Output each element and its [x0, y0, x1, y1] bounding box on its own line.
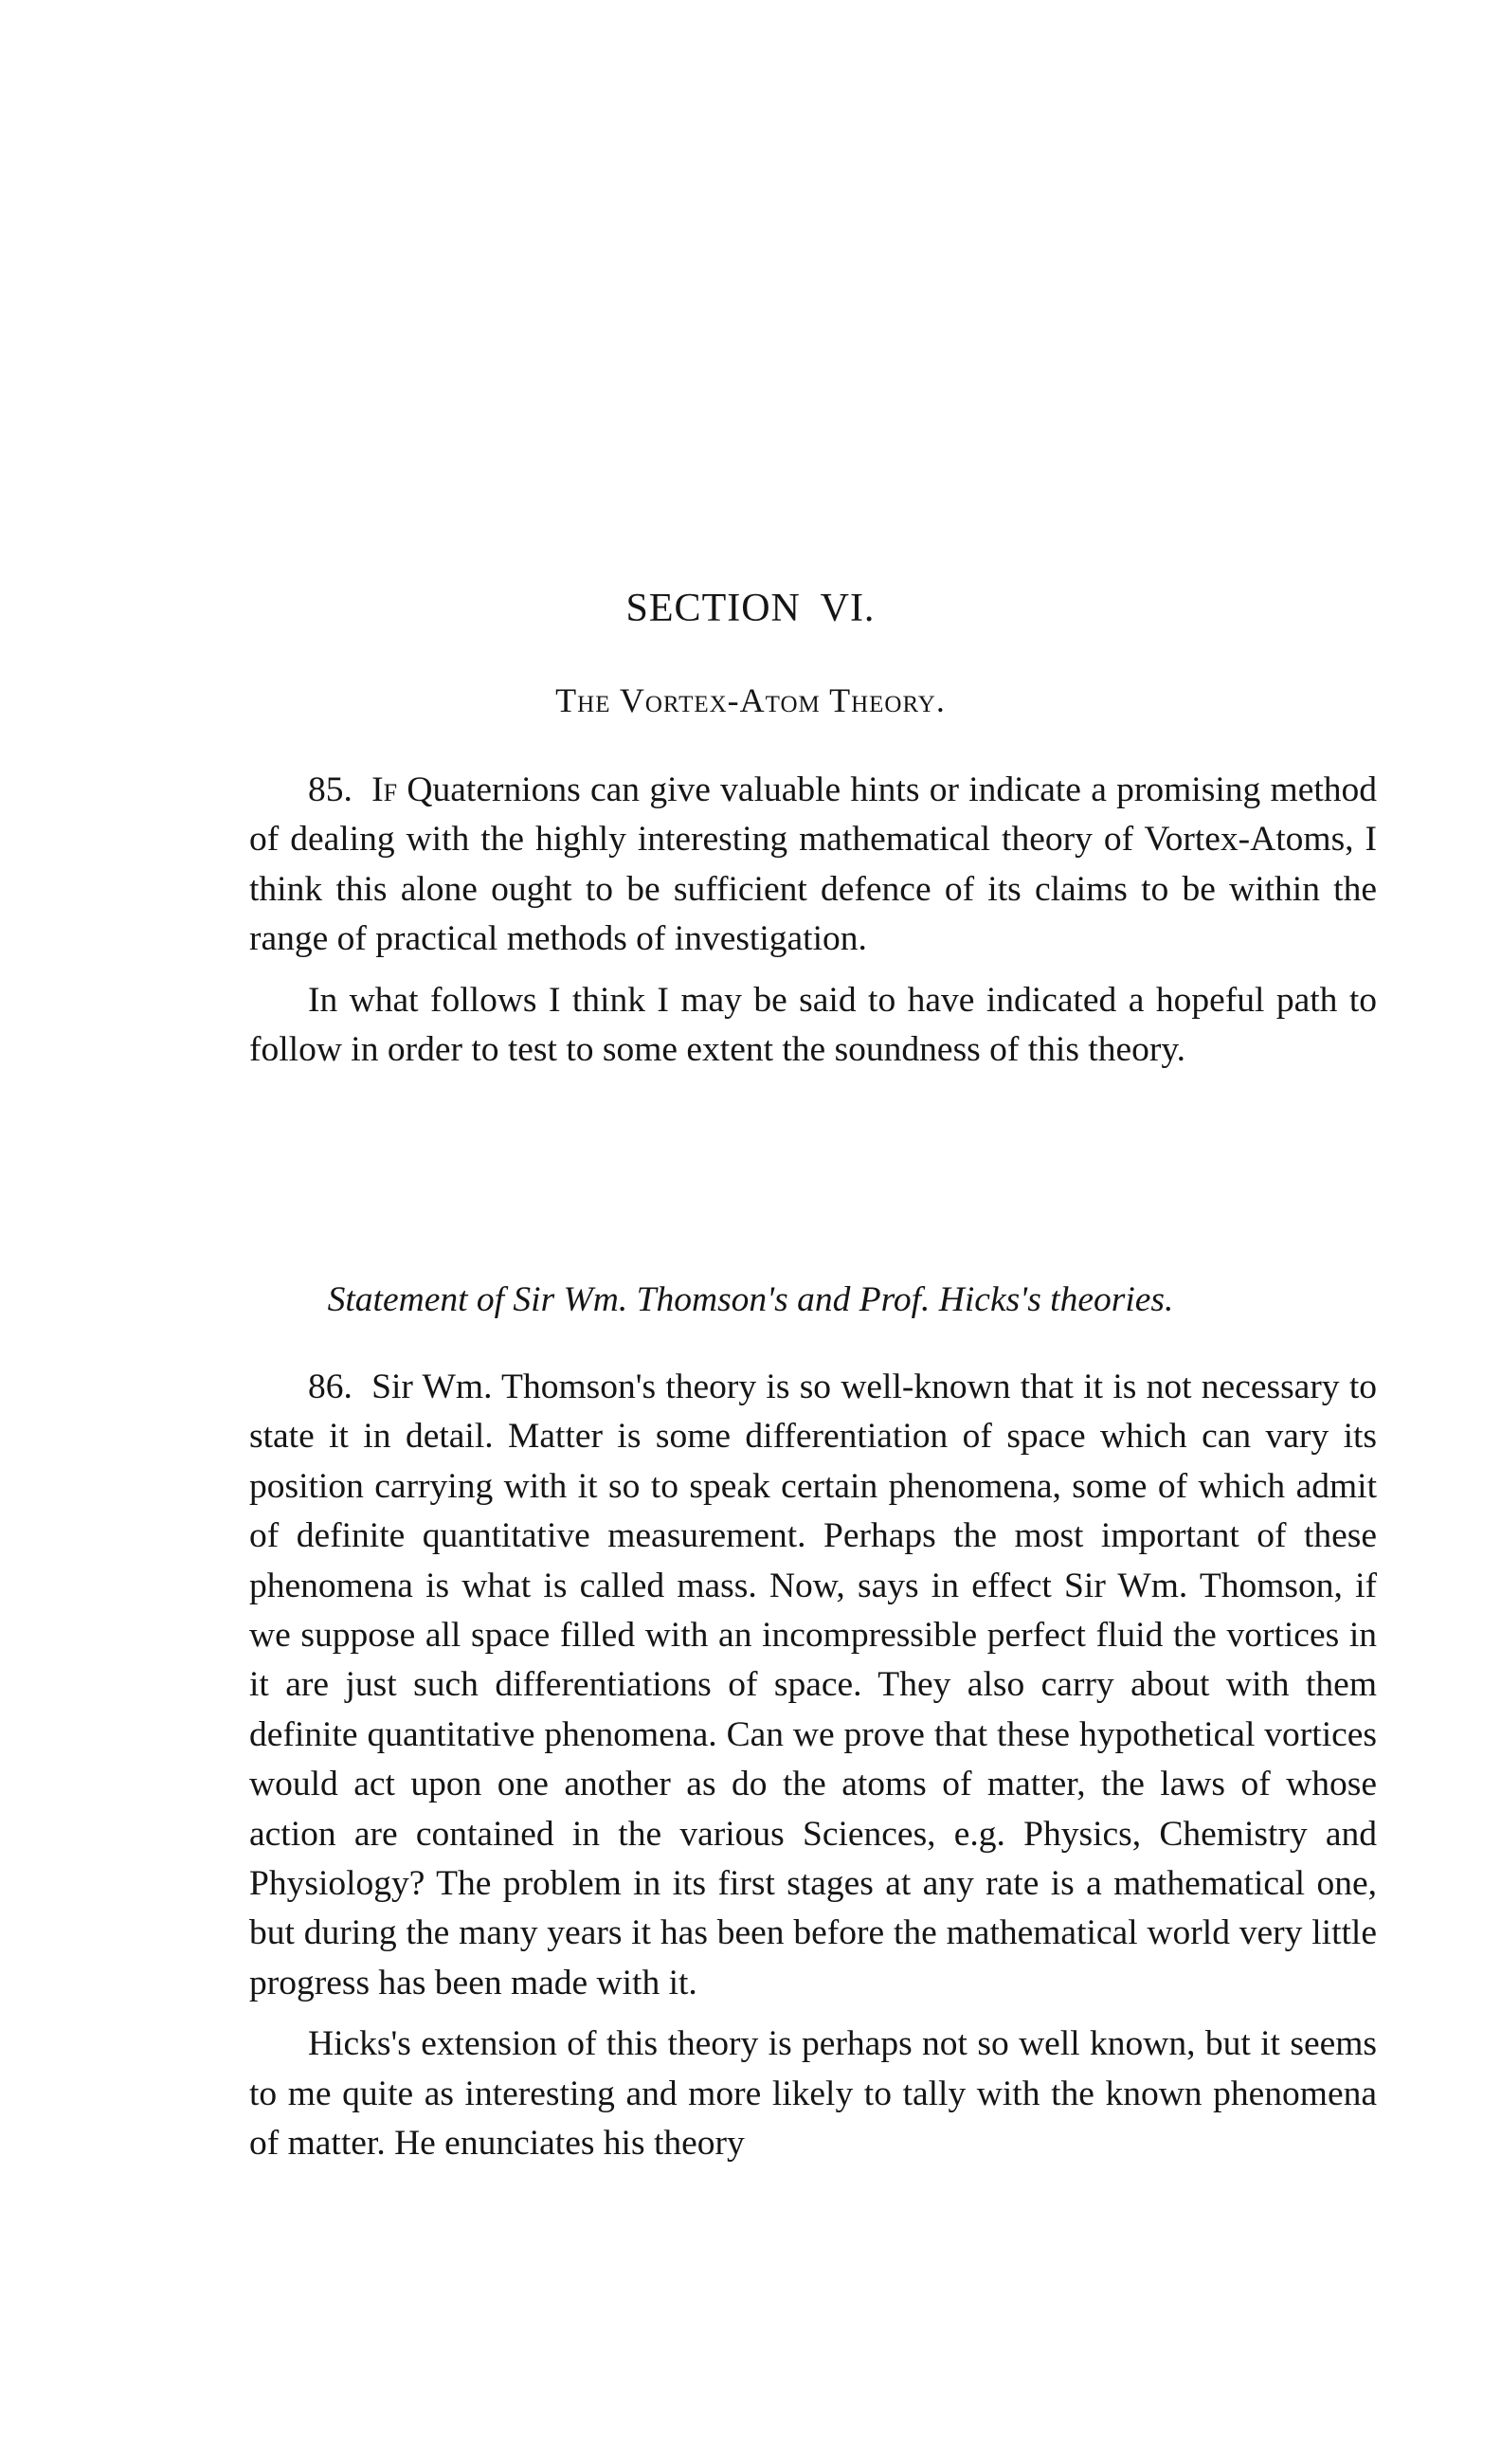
subheading: Statement of Sir Wm. Thomson's and Prof. Hicks's theories.	[327, 1280, 1174, 1319]
paragraph-85	[249, 766, 1377, 965]
paragraph-text: Sir Wm. Thomson's theory is so well-known that it is not necessary to state it in detail. Matter is some differentiation of space which can vary its position carrying with it so to speak certain phenomena, some of which admit of definite quantitative measurement. Perhaps the most important of these phenomena is what is called mass. Now, says in effect Sir Wm. Thomson, if we suppose all space filled with an incompressible perfect fluid the vortices in it are just such differentiations of space. They also carry about with them definite quantitative phenomena. Can we prove that these hypothetical vortices would act upon one another as do the atoms of matter, the laws of whose action are contained in the various Sciences, e.g. Physics, Chemistry and Physiology? The problem in its first stages at any rate is a mathematical one, but during the many years it has been before the mathematical world very little progress has been made with it.	[249, 1368, 1378, 2002]
paragraph-number: 85.	[308, 770, 353, 809]
paragraph-text: Hicks's extension of this theory is perhaps not so well known, but it seems to me quite as interesting and more likely to tally with the known phenomena of matter. He enunciates his theory	[249, 2024, 1377, 2164]
paragraph-text: In what follows I think I may be said to have indicated a hopeful path to follow in order to test to some extent the soundness of this theory.	[249, 980, 1377, 1070]
paragraph-85-continuation	[249, 976, 1377, 1076]
section-heading: SECTION VI.	[625, 587, 876, 630]
lead-word: If	[371, 770, 398, 809]
paragraph-86	[249, 1363, 1377, 2008]
section-title: The Vortex-Atom Theory.	[555, 681, 946, 719]
paragraph-86-continuation	[249, 2020, 1377, 2168]
paragraph-text: Quaternions can give valuable hints or indicate a promising method of dealing with the highly interesting mathematical theory of Vortex-Atoms, I think this alone ought to be sufficient defence of its claims to be within the range of practical methods of investigation.	[249, 770, 1378, 959]
section-86-body	[249, 1363, 1377, 2169]
section-85-body	[249, 766, 1377, 1075]
paragraph-number: 86.	[308, 1368, 353, 1406]
